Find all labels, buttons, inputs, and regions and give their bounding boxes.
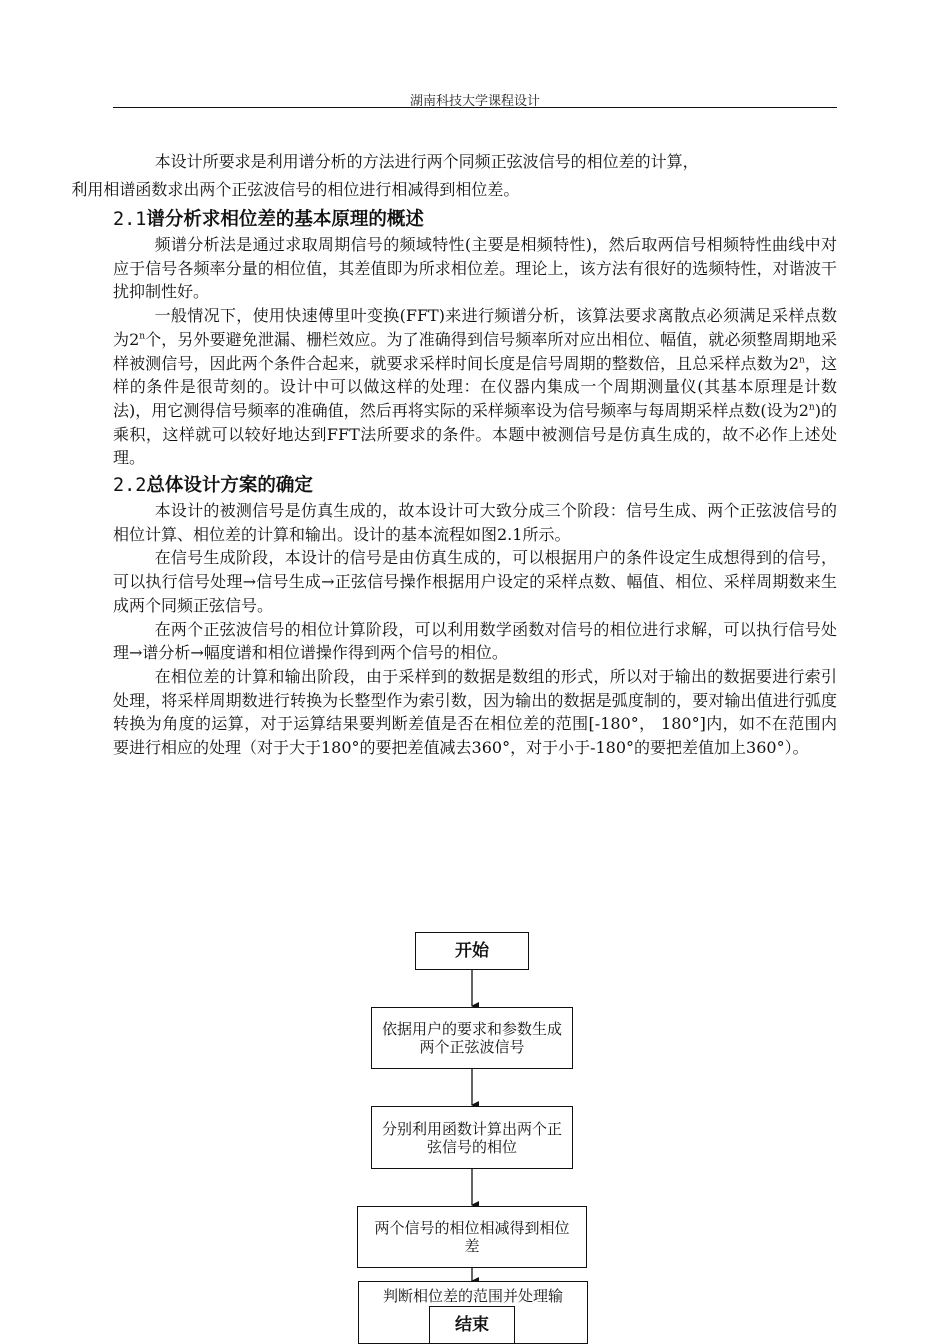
section-2-1-paragraph-2 — [113, 304, 837, 470]
flowchart-end: 结束 — [429, 1306, 515, 1344]
section-2-2-paragraph-4: 在相位差的计算和输出阶段，由于采样到的数据是数组的形式，所以对于输出的数据要进行索引处理，将采样周期数进行转换为长整型作为索引数，因为输出的数据是弧度制的，要对输出值进行弧度转换为角度的运算，对于运算结果要判断差值是否在相位差的范围[-180°， 180°]内，如不在范围内要进行相应的处理（对于大于180°的要把差值减去360°，对于小于-180°的要把差值加上360°）。 — [113, 666, 837, 758]
section-number: 2.2 — [113, 475, 147, 497]
section-2-2-paragraph-1: 本设计的被测信号是仿真生成的，故本设计可大致分成三个阶段：信号生成、两个正弦波信号的相位计算、相位差的计算和输出。设计的基本流程如图2.1所示。 — [113, 501, 837, 544]
text-run: 一般情况下，使用快速傅里叶变换(FFT)来进行频谱分析，该算法要求离散点必须满足采样点数为2 — [113, 306, 837, 349]
section-2-2-paragraph-2: 在信号生成阶段，本设计的信号是由仿真生成的，可以根据用户的条件设定生成想得到的信号，可以执行信号处理→信号生成→正弦信号操作根据用户设定的采样点数、幅值、相位、采样周期数来生成两个同频正弦信号。 — [113, 548, 837, 615]
superscript: n — [139, 331, 146, 342]
section-2-2-heading — [113, 473, 837, 499]
intro-line-2: 利用相谱函数求出两个正弦波信号的相位进行相减得到相位差。 — [71, 180, 520, 199]
superscript: n — [808, 402, 815, 413]
text-run: 个，另外要避免泄漏、栅栏效应。为了准确得到信号频率所对应出相位、幅值，就必须整周期地采样被测信号，因此两个条件合起来，就要求采样时间长度是信号周期的整数倍，且总采样点数为2 — [113, 329, 837, 373]
step-label: 判断相位差的范围并处理输 — [382, 1287, 563, 1305]
section-number: 2.1 — [113, 209, 147, 230]
text-run: )的乘积，这样就可以较好地达到FFT法所要求的条件。本题中被测信号是仿真生成的，故不必作上述处理。 — [113, 400, 837, 468]
section-2-1-paragraph-1: 频谱分析法是通过求取周期信号的频域特性(主要是相频特性)，然后取两信号相频特性曲线中对应于信号各频率分量的相位值，其差值即为所求相位差。理论上，该方法有很好的选频特性，对谐波干扰抑制性好。 — [113, 235, 837, 302]
flowchart-step-compute-phase: 分别利用函数计算出两个正弦信号的相位 — [371, 1106, 573, 1169]
superscript: n — [799, 355, 805, 366]
section-title: 谱分析求相位差的基本原理的概述 — [146, 209, 424, 230]
flowchart-step-subtract: 两个信号的相位相减得到相位差 — [357, 1206, 587, 1268]
page-header: 湖南科技大学课程设计 — [409, 94, 540, 109]
section-2-1-heading — [113, 207, 837, 233]
section-2-2-paragraph-3: 在两个正弦波信号的相位计算阶段，可以利用数学函数对信号的相位进行求解，可以执行信号处理→谱分析→幅度谱和相位谱操作得到两个信号的相位。 — [113, 619, 837, 663]
document-body — [71, 148, 837, 760]
flowchart-step-generate: 依据用户的要求和参数生成两个正弦波信号 — [371, 1007, 573, 1069]
flowchart-start: 开始 — [415, 932, 529, 970]
intro-paragraph — [71, 148, 837, 204]
section-title: 总体设计方案的确定 — [146, 475, 313, 497]
text-run: ，这样的条件是很苛刻的。设计中可以做这样的处理：在仪器内集成一个周期测量仪(其基本原理是计数法)，用它测得信号频率的准确值，然后再将实际的采样频率设为信号频率与每周期采样点数(设为2 — [113, 353, 837, 420]
header-rule — [113, 107, 837, 108]
intro-line-1: 本设计所要求是利用谱分析的方法进行两个同频正弦波信号的相位差的计算， — [154, 152, 699, 171]
